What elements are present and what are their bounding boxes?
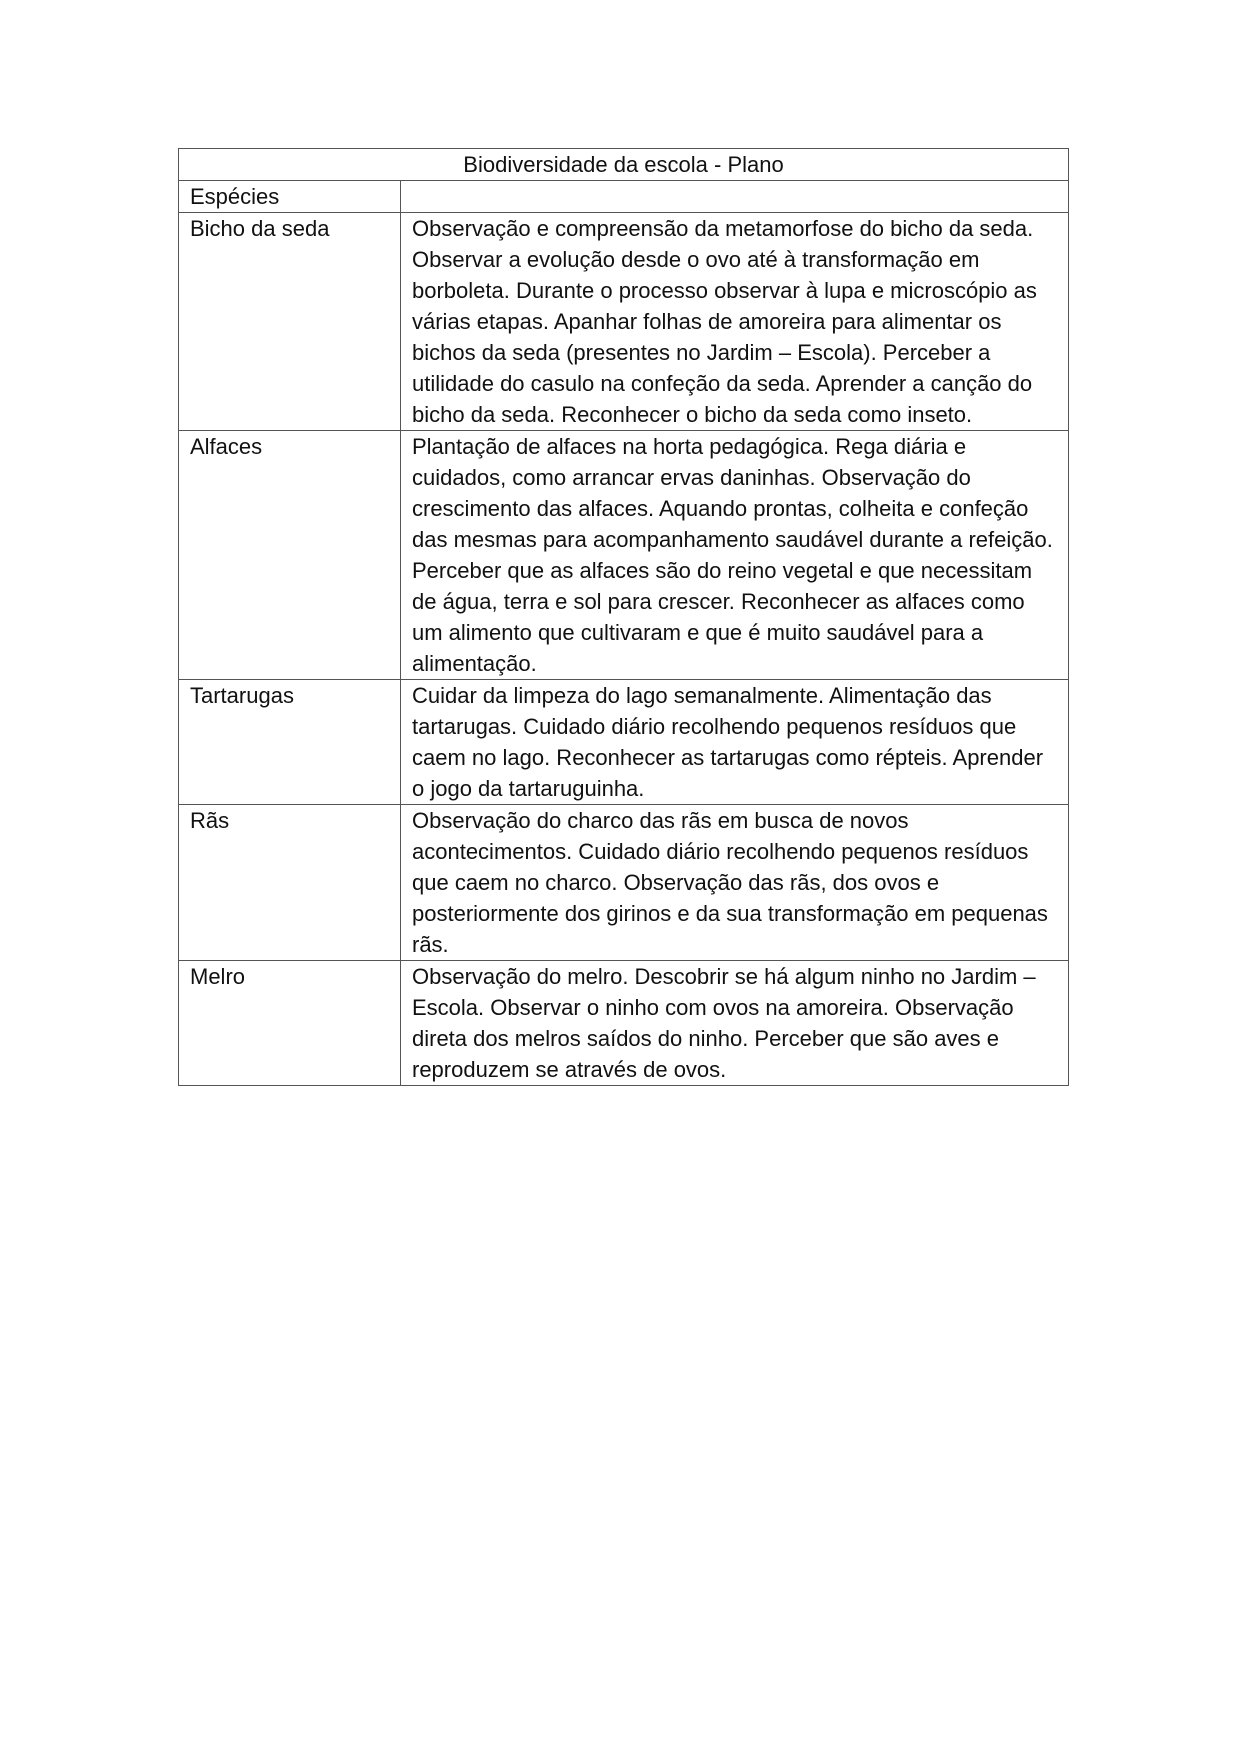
table-row <box>179 680 1069 805</box>
table-title-row <box>179 149 1069 181</box>
table-row <box>179 961 1069 1086</box>
table-header-row <box>179 181 1069 213</box>
species-header: Espécies <box>179 181 401 213</box>
description-cell: Observação do melro. Descobrir se há algum ninho no Jardim – Escola. Observar o ninho com ovos na amoreira. Observação direta dos melros saídos do ninho. Perceber que são aves e reproduzem se através de ovos. <box>401 961 1069 1086</box>
table-title: Biodiversidade da escola - Plano <box>179 149 1069 181</box>
description-cell: Observação do charco das rãs em busca de novos acontecimentos. Cuidado diário recolhendo pequenos resíduos que caem no charco. Observação das rãs, dos ovos e posteriormente dos girinos e da sua transformação em pequenas rãs. <box>401 805 1069 961</box>
species-cell: Alfaces <box>179 431 401 680</box>
species-cell: Tartarugas <box>179 680 401 805</box>
biodiversity-plan-table <box>178 148 1069 1086</box>
description-cell: Plantação de alfaces na horta pedagógica. Rega diária e cuidados, como arrancar ervas daninhas. Observação do crescimento das alfaces. Aquando prontas, colheita e confeção das mesmas para acompanhamento saudável durante a refeição. Perceber que as alfaces são do reino vegetal e que necessitam de água, terra e sol para crescer. Reconhecer as alfaces como um alimento que cultivaram e que é muito saudável para a alimentação. <box>401 431 1069 680</box>
table-row <box>179 431 1069 680</box>
species-cell: Bicho da seda <box>179 213 401 431</box>
species-cell: Rãs <box>179 805 401 961</box>
description-cell: Cuidar da limpeza do lago semanalmente. Alimentação das tartarugas. Cuidado diário recolhendo pequenos resíduos que caem no lago. Reconhecer as tartarugas como répteis. Aprender o jogo da tartaruguinha. <box>401 680 1069 805</box>
table-row <box>179 805 1069 961</box>
description-cell: Observação e compreensão da metamorfose do bicho da seda. Observar a evolução desde o ovo até à transformação em borboleta. Durante o processo observar à lupa e microscópio as várias etapas. Apanhar folhas de amoreira para alimentar os bichos da seda (presentes no Jardim – Escola). Perceber a utilidade do casulo na confeção da seda. Aprender a canção do bicho da seda. Reconhecer o bicho da seda como inseto. <box>401 213 1069 431</box>
species-cell: Melro <box>179 961 401 1086</box>
description-header <box>401 181 1069 213</box>
table-row <box>179 213 1069 431</box>
